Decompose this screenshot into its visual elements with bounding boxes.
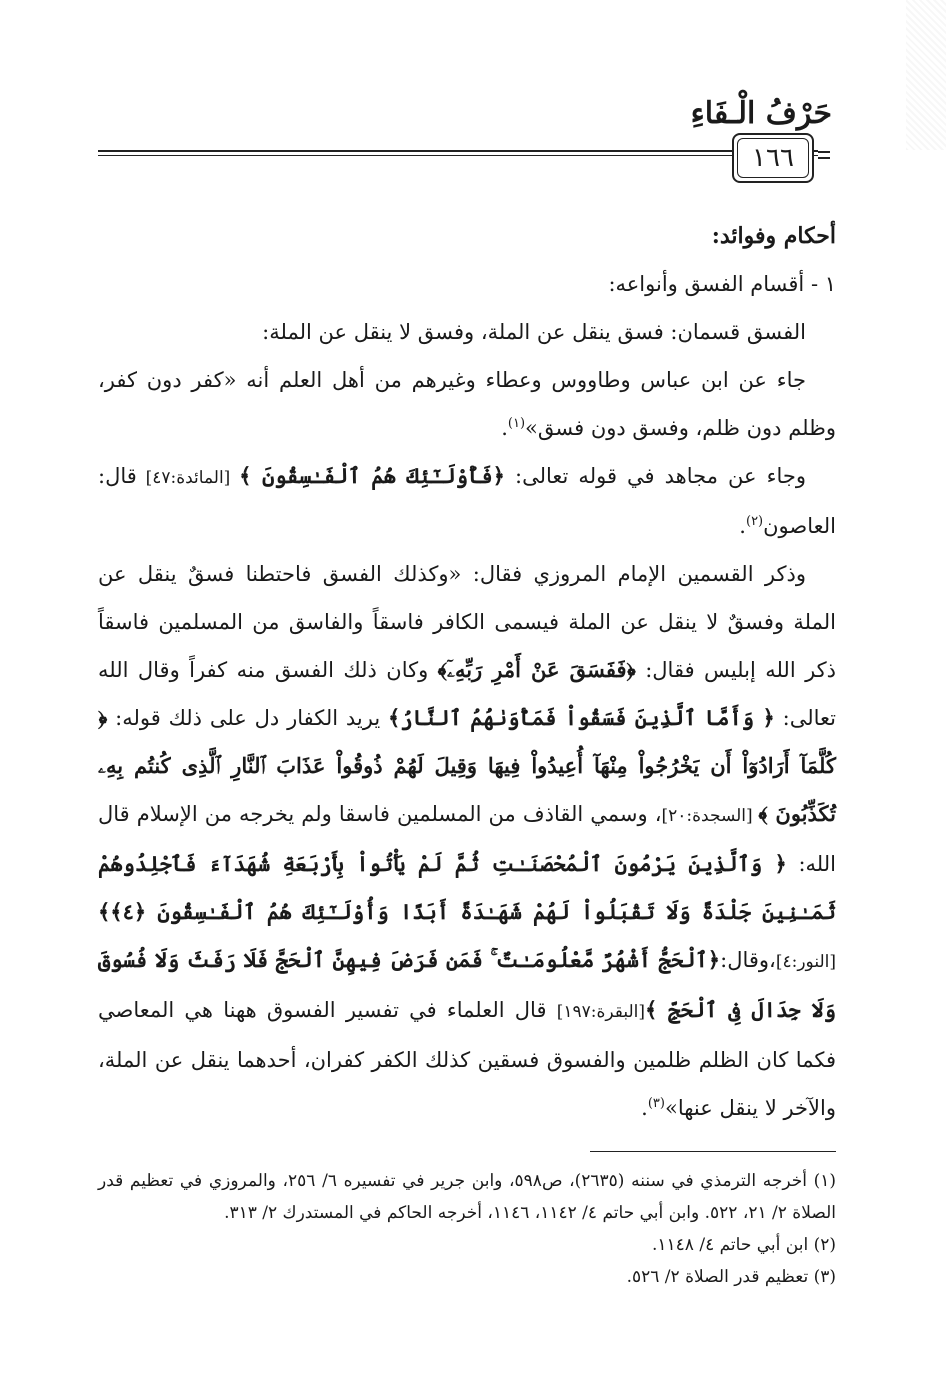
section-heading: أحكام وفوائد:: [711, 223, 836, 249]
footnotes: [98, 1165, 836, 1293]
quran-verse-nur: ﴿ وَٱلَّذِينَ يَرْمُونَ ٱلْمُحْصَنَـٰتِ ثُمَّ لَمْ يَأْتُواْ بِأَرْبَعَةِ شُهَدَآءَ فَٱجْلِدُوهُمْ ثَمَـٰنِينَ جَلْدَةً وَلَا تَقْبَلُواْ لَهُمْ شَهَـٰدَةً أَبَدًا وَأُوْلَـٰٓئِكَ هُمُ ٱلْفَـٰسِقُونَ ﴿٤﴾﴾: [98, 851, 836, 924]
surah-reference-maidah: [المائدة:٤٧]: [136, 468, 240, 488]
quran-verse-baqarah: ﴿ٱلْحَجُّ أَشْهُرٌ مَّعْلُومَـٰتٌ ۚ فَمَن فَرَضَ فِيهِنَّ ٱلْحَجَّ فَلَا رَفَثَ وَلَا فُسُوقَ وَلَا جِدَالَ فِى ٱلْحَجِّ ﴾: [98, 947, 836, 1022]
paragraph-4: [98, 550, 836, 1132]
quran-verse-kahf: ﴿فَفَسَقَ عَنْ أَمْرِ رَبِّهِۦٓ﴾: [437, 657, 636, 682]
paragraph-4-text-c: يريد الكفار دل على ذلك قوله:: [107, 706, 389, 730]
surah-reference-nur: [النور:٤]: [775, 952, 836, 972]
header-ornament: [818, 151, 830, 153]
paragraph-2: [98, 356, 836, 452]
quran-verse-sajdah-b: ﴿ كُلَّمَآ أَرَادُوٓاْ أَن يَخْرُجُواْ مِنْهَآ أُعِيدُواْ فِيهَا وَقِيلَ لَهُمْ ذُوقُواْ عَذَابَ ٱلنَّارِ ٱلَّذِى كُنتُم بِهِۦ تُكَذِّبُونَ ﴾: [98, 705, 836, 826]
paragraph-4-text-a: وذكر القسمين الإمام المروزي فقال: «وكذلك الفسق فاحتطنا فسقٌ ينقل عن الملة وفسقٌ لا ينقل عن الملة فيسمى الكافر فاسقاً والفاسق من المسلمين فاسقاً ذكر الله إبليس فقال:: [98, 562, 837, 682]
paragraph-4-end: .: [641, 1096, 648, 1120]
paragraph-4-text-b: وكان ذلك الفسق منه كفراً وقال الله تعالى:: [98, 658, 836, 730]
scan-edge-texture: [906, 0, 946, 150]
surah-reference-sajdah: [السجدة:٢٠]: [661, 806, 759, 826]
footnote-separator: [590, 1151, 836, 1152]
paragraph-4-text-f: قال العلماء في تفسير الفسوق ههنا هي المعاصي فكما كان الظلم ظلمين والفسوق فسقين كذلك الكفر كفران، أحدهما ينقل عن الملة، والآخر لا ينقل عنها»: [98, 998, 836, 1120]
footnote-ref-2[interactable]: (٢): [745, 514, 764, 529]
paragraph-2-text: جاء عن ابن عباس وطاووس وعطاء وغيرهم من أهل العلم أنه «كفر دون كفر، وظلم دون ظلم، وفسق دون فسق»: [98, 368, 836, 440]
subheading: ١ - أقسام الفسق وأنواعه:: [608, 272, 836, 296]
surah-reference-baqarah: [البقرة:١٩٧]: [556, 1002, 646, 1022]
paragraph-3: [98, 452, 836, 550]
quran-verse-maidah: ﴿فَأُوْلَـٰٓئِكَ هُمُ ٱلْفَـٰسِقُونَ ﴾: [239, 463, 505, 488]
page-number: ١٦٦: [732, 133, 814, 183]
header-ornament-2: [818, 157, 830, 159]
paragraph-3-text-a: وجاء عن مجاهد في قوله تعالى:: [504, 464, 806, 488]
paragraph-4-text-d: ، وسمي القاذف من المسلمين فاسقا ولم يخرجه من الإسلام قال الله:: [98, 802, 836, 876]
paragraph-2-end: .: [501, 416, 508, 440]
main-text: [98, 212, 836, 1132]
paragraph-3-end: .: [739, 514, 746, 538]
footnote-2: (٢) ابن أبي حاتم ٤/ ١١٤٨.: [651, 1235, 836, 1255]
footnote-3: (٣) تعظيم قدر الصلاة ٢/ ٥٢٦.: [626, 1267, 836, 1287]
header-rule: [98, 150, 818, 152]
footnote-ref-1[interactable]: (١): [507, 416, 526, 431]
chapter-title: حَرْفُ الْـفَاءِ: [690, 96, 832, 131]
footnote-1: (١) أخرجه الترمذي في سننه (٢٦٣٥)، ص٥٩٨، وابن جرير في تفسيره ٦/ ٢٥٦، والمروزي في تعظيم قدر الصلاة ٢/ ٢١، ٥٢٢. وابن أبي حاتم ٤/ ١١٤٢، ١١٤٦، أخرجه الحاكم في المستدرك ٢/ ٣١٣.: [98, 1171, 836, 1223]
paragraph-3-text-b: قال: العاصون: [98, 464, 836, 538]
footnote-ref-3[interactable]: (٣): [647, 1096, 665, 1111]
paragraph-4-text-e: ،وقال:: [720, 948, 776, 972]
header-rule-thin: [98, 155, 818, 156]
paragraph-1: الفسق قسمان: فسق ينقل عن الملة، وفسق لا ينقل عن الملة:: [262, 320, 806, 344]
quran-verse-sajdah-a: ﴿ وَأَمَّا ٱلَّذِينَ فَسَقُواْ فَمَأْوَىٰهُمُ ٱلنَّارُ﴾: [388, 705, 775, 730]
